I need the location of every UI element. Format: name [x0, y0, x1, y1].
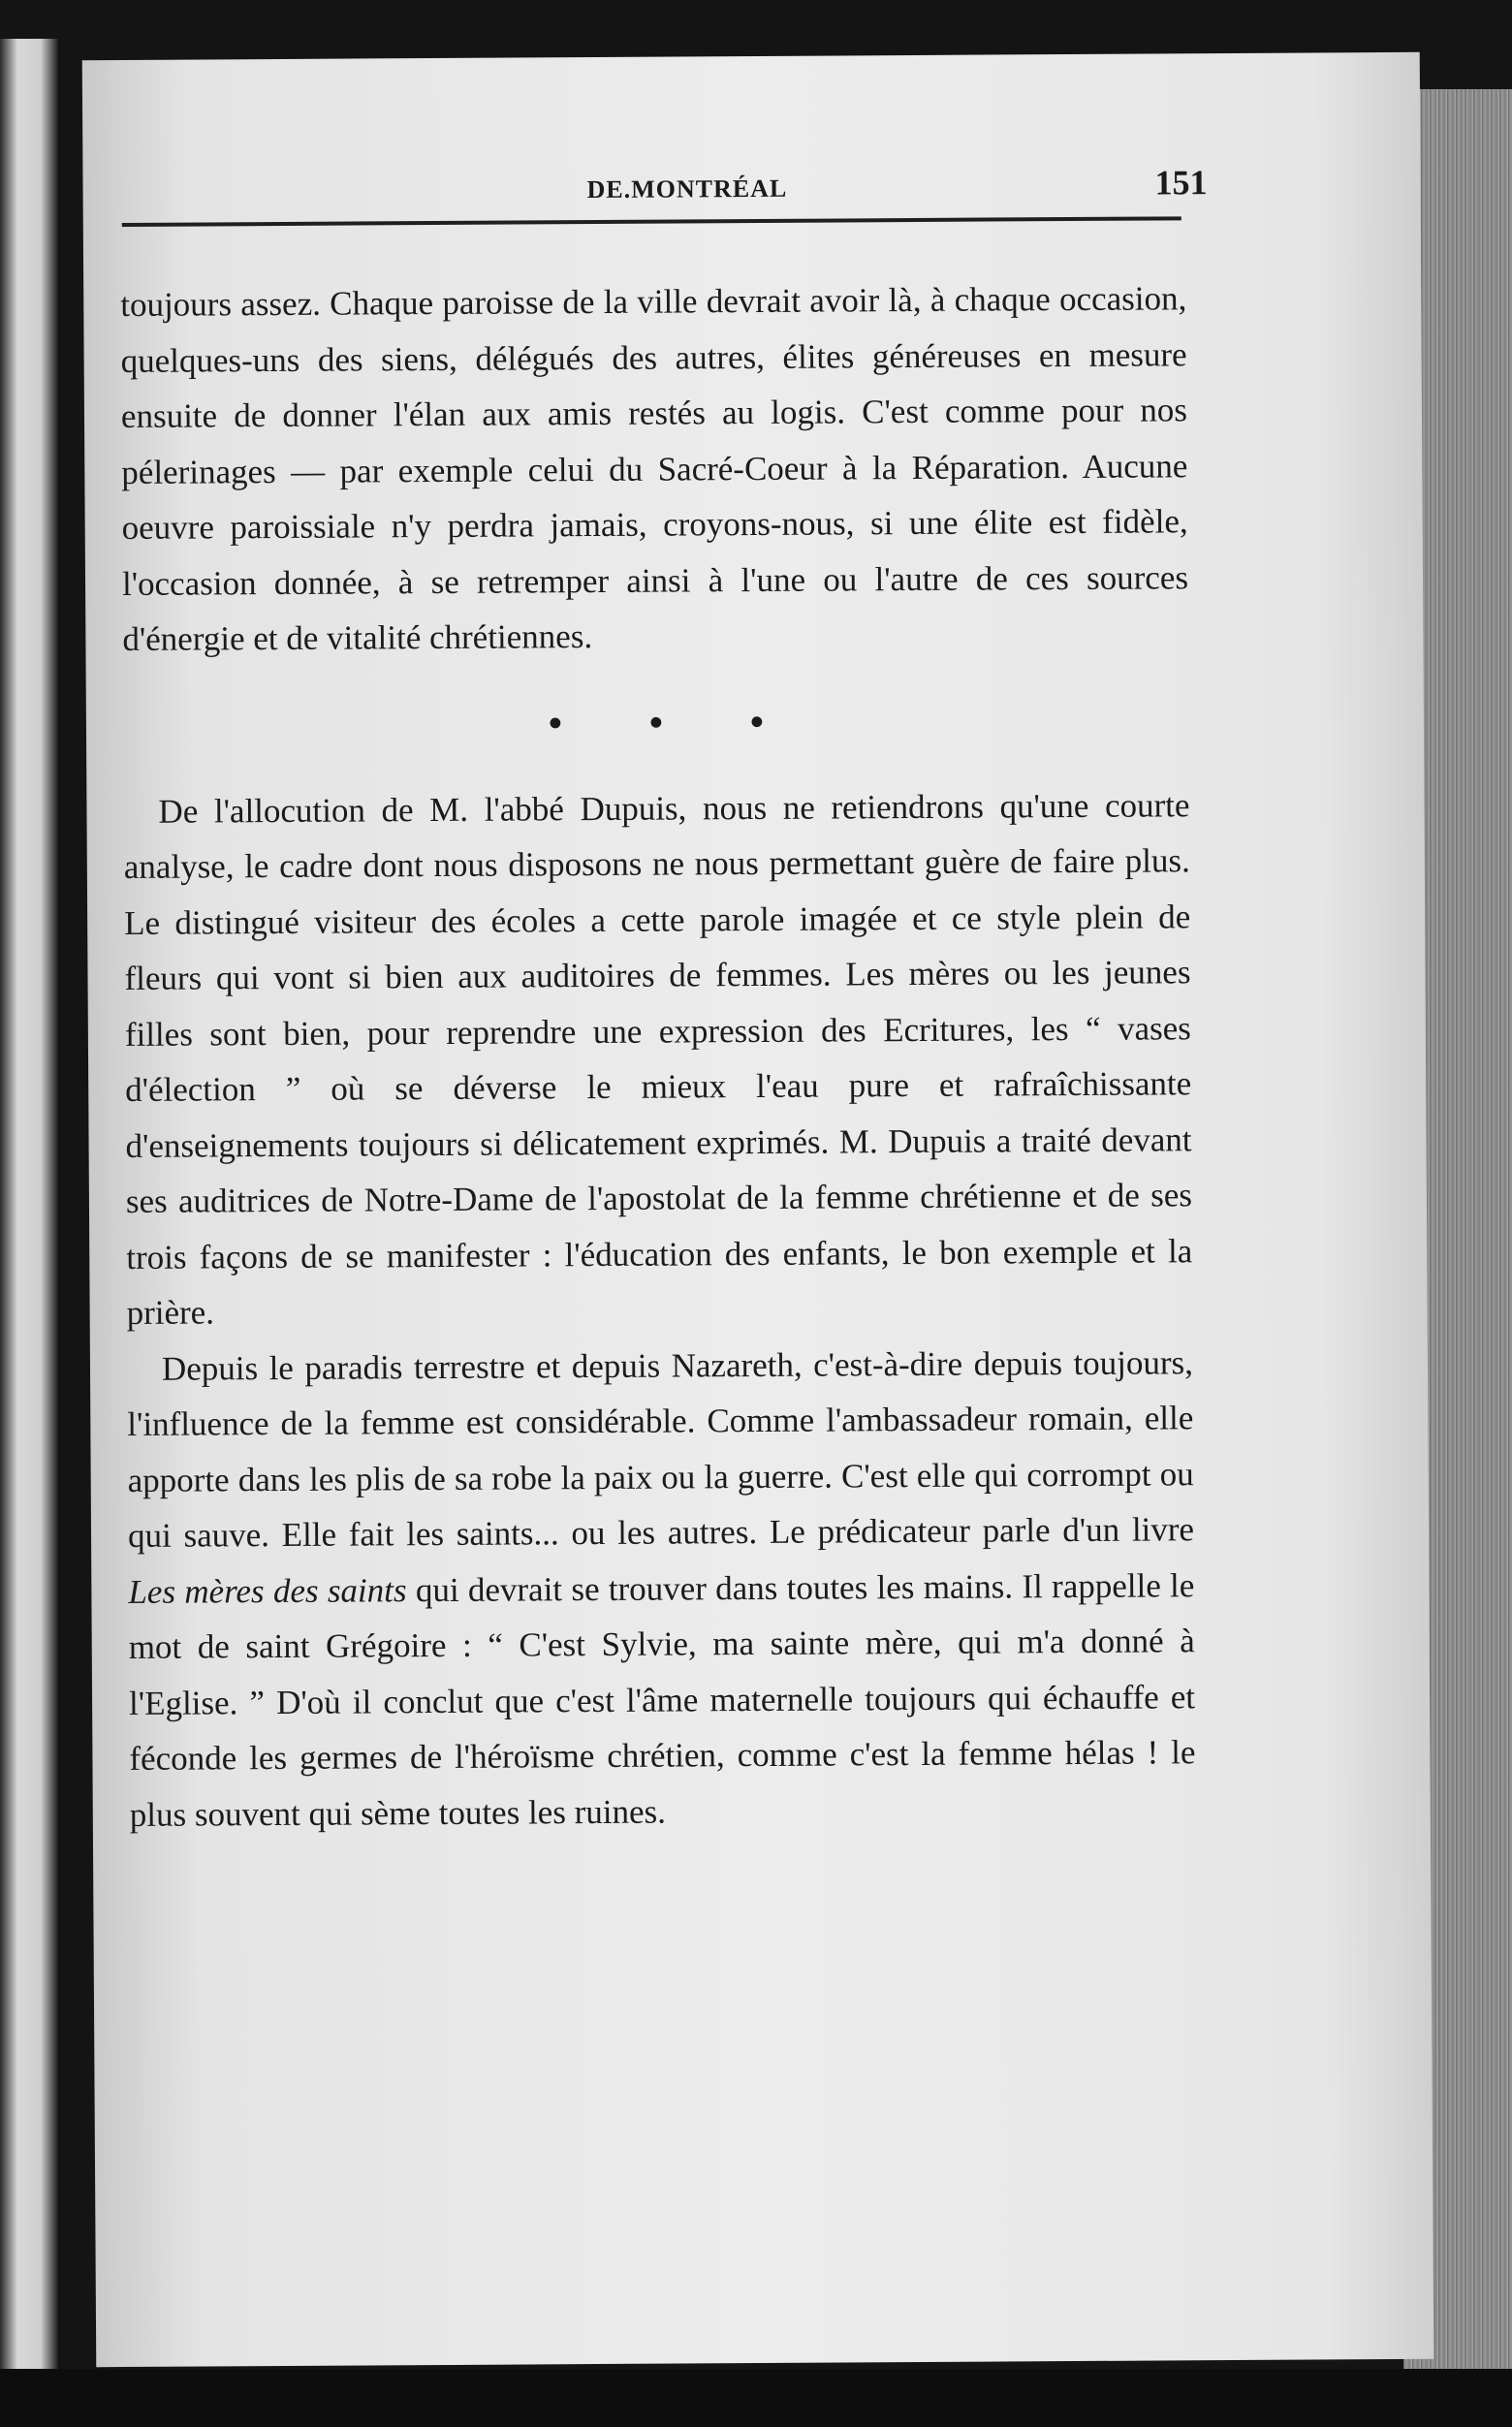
book-title: Les mères des saints — [128, 1570, 407, 1611]
section-separator: • • • — [548, 699, 803, 744]
book-page — [82, 52, 1434, 2367]
paragraph-3 — [127, 1335, 1196, 1843]
page-header — [121, 158, 1208, 223]
scan-left-margin — [0, 39, 58, 2404]
scan-bottom-margin — [0, 2369, 1512, 2427]
running-head: DE.MONTRÉAL — [586, 173, 788, 205]
paragraph-3-text-a: Depuis le paradis terrestre et depuis Nazareth, c'est-à-dire depuis toujours, l'influence de la femme est considérable. Comme l'ambassadeur romain, elle apporte dans les plis de sa robe la paix ou la guerre. C'est elle qui corrompt ou qui sauve. Elle fait les saints... ou les autres. Le prédicateur parle d'un livre — [127, 1342, 1195, 1555]
paragraph-1: toujours assez. Chaque paroisse de la ville devrait avoir là, à chaque occasion, quelques-uns des siens, délégués des autres, élites généreuses en mesure ensuite de donner l'élan aux amis restés au logis. C'est comme pour nos pélerinages — par exemple celui du Sacré-Coeur à la Réparation. Aucune oeuvre paroissiale n'y perdra jamais, croyons-nous, si une élite est fidèle, l'occasion donnée, à se retremper ainsi à l'une ou l'autre de ces sources d'énergie et de vitalité chrétiennes. — [120, 279, 1189, 658]
paragraph-3-text-b: qui devrait se trouver dans toutes les mains. Il rappelle le mot de saint Grégoire : “ C'est Sylvie, ma sainte mère, qui m'a donné à l'Eglise. ” D'où il conclut que c'est l'âme maternelle toujours qui échauffe et féconde les germes de l'héroïsme chrétien, comme c'est la femme hélas ! le plus souvent qui sème toutes les ruines. — [128, 1565, 1196, 1834]
page-body — [120, 270, 1196, 1843]
page-number: 151 — [1154, 163, 1208, 203]
paragraph-2: De l'allocution de M. l'abbé Dupuis, nous ne retiendrons qu'une courte analyse, le cadre dont nous disposons ne nous permettant guère de faire plus. Le distingué visiteur des écoles a cette parole imagée et ce style plein de fleurs qui vont si bien aux auditoires de femmes. Les mères ou les jeunes filles sont bien, pour reprendre une expression des Ecritures, les “ vases d'élection ” où se déverse le mieux l'eau pure et rafraîchissante d'enseignements toujours si délicatement exprimés. M. Dupuis a traité devant ses auditrices de Notre-Dame de l'apostolat de la femme chrétienne et de ses trois façons de se manifester : l'éducation des enfants, le bon exemple et la prière. — [123, 785, 1193, 1332]
